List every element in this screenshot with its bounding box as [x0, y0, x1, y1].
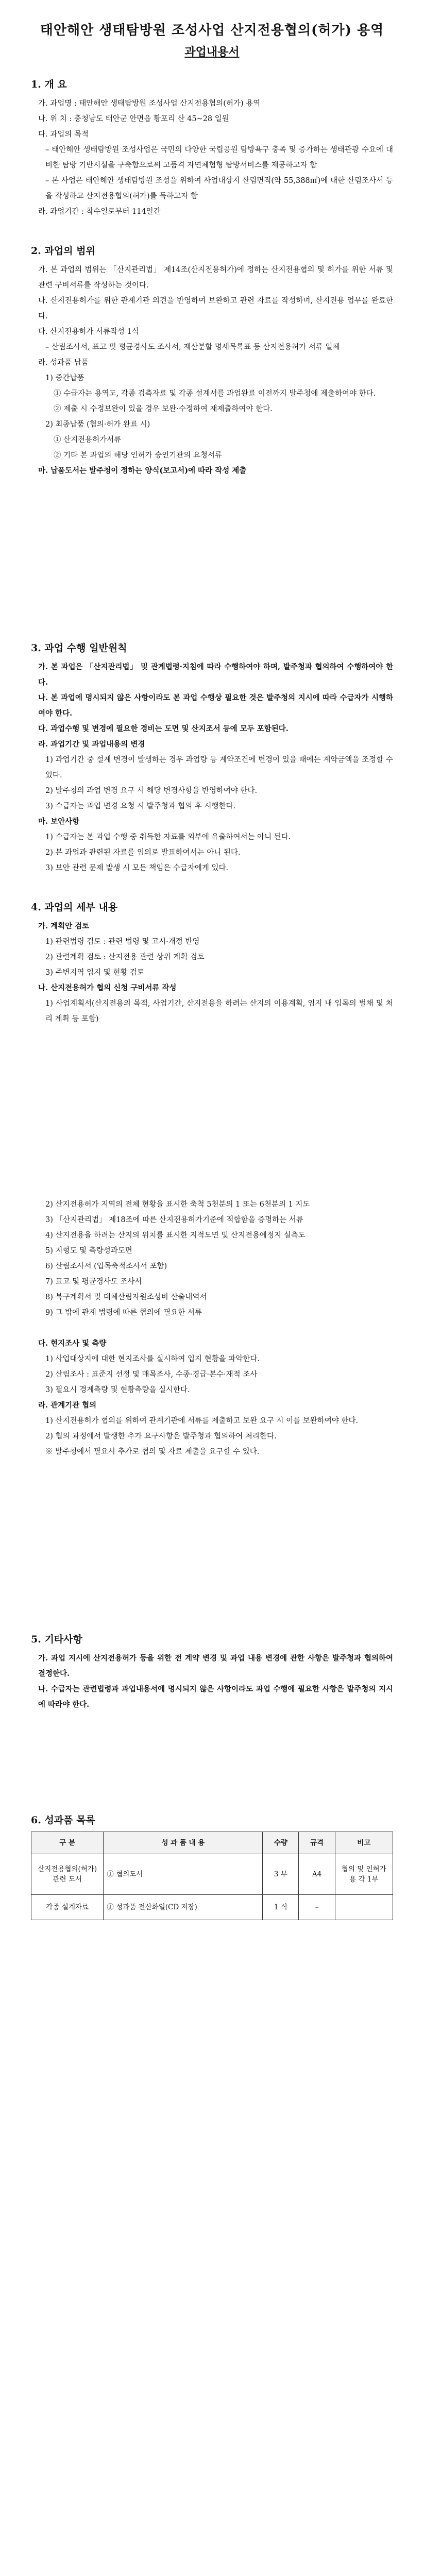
detail-item: ※ 발주청에서 필요시 추가로 협의 및 자료 제출을 요구할 수 있다.	[45, 1448, 260, 1456]
principle-item: 1) 과업기간 중 설계 변경이 발생하는 경우 과업량 등 계약조건에 변경이 있을 때에는 계약금액을 조정할 수 있다.	[45, 756, 393, 779]
detail-item: 3) 필요시 경계측량 및 현황측량을 실시한다.	[45, 1386, 190, 1394]
detail-item: 나. 산지전용허가 협의 신청 구비서류 작성	[38, 984, 177, 992]
section-principles	[31, 640, 393, 876]
table-cell: 협의 및 인허가용 각 1부	[335, 1854, 393, 1895]
section-heading: 5. 기타사항	[31, 1634, 82, 1645]
col-header: 구 분	[31, 1832, 104, 1854]
scope-item: 1) 중간납품	[45, 374, 84, 382]
detail-item: 7) 표고 및 평균경사도 조사서	[45, 1278, 142, 1286]
deliverables-table	[31, 1832, 393, 1920]
detail-item: 5) 지형도 및 측량성과도면	[45, 1247, 132, 1255]
project-purpose-2: – 본 사업은 태안해안 생태탐방원 조성을 위하여 사업대상지 산림면적(약 55,388㎡)에 대한 산림조사서 등을 작성하고 산지전용협의(허가)를 득하고자 함	[45, 177, 393, 200]
spacer	[31, 1460, 393, 1614]
detail-item: 1) 사업대상지에 대한 현지조사를 실시하여 입지 현황을 파악한다.	[45, 1355, 260, 1363]
principle-item: 3) 수급자는 과업 변경 요청 시 발주청과 협의 후 시행한다.	[45, 802, 236, 810]
col-header: 비고	[335, 1832, 393, 1854]
detail-item: 가. 계획안 검토	[38, 922, 90, 930]
section-heading: 1. 개 요	[31, 79, 67, 90]
table-cell: ① 성과품 전산화일(CD 저장)	[104, 1895, 263, 1920]
detail-item: 1) 관련법령 검토 : 관련 법령 및 고시·개정 반영	[45, 938, 200, 946]
scope-item: 다. 산지전용허가 서류작성 1식	[38, 328, 139, 336]
principle-item: 나. 본 과업에 명시되지 않은 사항이라도 본 과업 수행상 필요한 것은 발주청의 지시에 따라 수급자가 시행하여야 한다.	[38, 693, 393, 718]
spacer	[31, 1027, 393, 1197]
table-cell: A4	[299, 1854, 335, 1895]
principle-item: 1) 수급자는 본 과업 수행 중 취득한 자료를 외부에 유출하여서는 아니 된다.	[45, 833, 291, 841]
scope-item: 라. 성과품 납품	[38, 359, 89, 367]
principle-item: 2) 발주청의 과업 변경 요구 시 해당 변경사항을 반영하여야 한다.	[45, 787, 258, 795]
project-purpose-label: 다. 과업의 목적	[38, 130, 89, 139]
document-title: 태안해안 생태탐방원 조성사업 산지전용협의(허가) 용역	[40, 23, 384, 38]
principle-item: 2) 본 과업과 관련된 자료를 임의로 발표하여서는 아니 된다.	[45, 849, 241, 857]
detail-item: 2) 산림조사 : 표준지 선정 및 매목조사, 수종·경급·본수·재적 조사	[45, 1370, 258, 1379]
spacer	[31, 479, 393, 623]
detail-item: 2) 산지전용허가 지역의 전체 현황을 표시한 축척 5천분의 1 또는 6천분의 1 지도	[45, 1200, 310, 1209]
detail-item: 8) 복구계획서 및 대체산림자원조성비 산출내역서	[45, 1293, 207, 1301]
document-subtitle	[31, 43, 393, 59]
scope-item: 나. 산지전용허가를 위한 관계기관 의견을 반영하여 보완하고 관련 자료를 작성하며, 산지전용 업무를 완료한다.	[38, 297, 393, 320]
project-period: 라. 과업기간 : 착수일로부터 114일간	[38, 208, 161, 216]
project-purpose-1: – 태안해안 생태탐방원 조성사업은 국민의 다양한 국립공원 탐방욕구 충족 및 증가하는 생태관광 수요에 대비한 탐방 기반시설을 구축함으로써 고품격 자연체험형 탐방서비스를 제공하고자 함	[45, 146, 393, 170]
scope-item: ① 수급자는 용역도, 각종 검측자료 및 각종 설계서를 과업완료 이전까지 발주청에 제출하여야 한다.	[54, 389, 376, 398]
scope-item: ① 산지전용허가서류	[54, 436, 122, 444]
col-header: 수량	[263, 1832, 299, 1854]
scope-item: 가. 본 과업의 범위는 「산지관리법」 제14조(산지전용허가)에 정하는 산지전용협의 및 허가를 위한 서류 및 관련 구비서류를 작성하는 것이다.	[38, 266, 393, 290]
section-other	[31, 1632, 393, 1713]
table-row	[31, 1854, 393, 1895]
table-header-row	[31, 1832, 393, 1854]
spacer	[31, 1713, 393, 1795]
principle-item: 라. 과업기간 및 과업내용의 변경	[38, 740, 145, 749]
section-deliverables	[31, 1812, 393, 1920]
col-header: 성 과 품 내 용	[104, 1832, 263, 1854]
detail-item: 2) 협의 과정에서 발생한 추가 요구사항은 발주청과 협의하여 처리한다.	[45, 1432, 277, 1440]
detail-item: 라. 관계기관 협의	[38, 1401, 97, 1410]
section-heading: 6. 성과품 목록	[31, 1815, 95, 1826]
principle-item: 마. 보안사항	[38, 817, 80, 826]
other-item: 가. 과업 지시에 산지전용허가 등을 위한 전 계약 변경 및 과업 내용 변경에 관한 사항은 발주청과 협의하여 결정한다.	[38, 1654, 393, 1678]
table-cell: –	[299, 1895, 335, 1920]
scope-item: 마. 납품도서는 발주청이 정하는 양식(보고서)에 따라 작성 제출	[38, 466, 247, 475]
table-cell: 산지전용협의(허가) 관련 도서	[31, 1854, 104, 1895]
detail-item: 4) 산지전용을 하려는 산지의 위치를 표시한 지적도면 및 산지전용예정지 실측도	[45, 1231, 306, 1240]
detail-item: 3) 주변지역 입지 및 현황 검토	[45, 969, 145, 977]
section-heading: 4. 과업의 세부 내용	[31, 902, 118, 913]
principle-item: 가. 본 과업은 「산지관리법」 및 관계법령·지침에 따라 수행하여야 하며, 발주청과 협의하여 수행하여야 한다.	[38, 663, 393, 687]
table-cell: 각종 설계자료	[31, 1895, 104, 1920]
scope-item: ② 제출 시 수정보완이 있을 경우 보완·수정하여 재제출하여야 한다.	[54, 405, 273, 413]
detail-item: 1) 산지전용허가 협의를 위하여 관계기관에 서류를 제출하고 보완 요구 시 이를 보완하여야 한다.	[45, 1417, 359, 1425]
table-row	[31, 1895, 393, 1920]
section-details-continued	[31, 1197, 393, 1460]
scope-item: – 산림조사서, 표고 및 평균경사도 조사서, 재산분할 명세목록표 등 산지전용허가 서류 일체	[45, 343, 340, 351]
project-location: 나. 위 치 : 충청남도 태안군 안면읍 황포리 산 45~28 일원	[38, 115, 229, 123]
table-cell: 3 부	[263, 1854, 299, 1895]
other-item: 나. 수급자는 관련법령과 과업내용서에 명시되지 않은 사항이라도 과업 수행에 필요한 사항은 발주청의 지시에 따라야 한다.	[38, 1685, 393, 1709]
scope-item: 2) 최종납품 (협의·허가 완료 시)	[45, 420, 150, 429]
detail-item: 6) 산림조사서 (입목축적조사서 포함)	[45, 1262, 167, 1270]
section-overview	[31, 77, 393, 219]
project-name: 가. 과업명 : 태안해안 생태탐방원 조성사업 산지전용협의(허가) 용역	[38, 99, 261, 108]
subtitle-text: 과업내용서	[184, 45, 240, 59]
section-heading: 3. 과업 수행 일반원칙	[31, 642, 127, 654]
detail-item: 1) 사업계획서(산지전용의 목적, 사업기간, 산지전용을 하려는 산지의 이용계획, 임지 내 입목의 벌채 및 처리 계획 등 포함)	[45, 999, 393, 1023]
section-details	[31, 900, 393, 1027]
detail-item: 3) 「산지관리법」 제18조에 따른 산지전용허가기준에 적합함을 증명하는 서류	[45, 1216, 303, 1224]
principle-item: 3) 보안 관련 문제 발생 시 모든 책임은 수급자에게 있다.	[45, 864, 229, 872]
principle-item: 다. 과업수행 및 변경에 필요한 경비는 도면 및 산지조서 등에 모두 포함된다.	[38, 724, 289, 733]
section-heading: 2. 과업의 범위	[31, 245, 95, 257]
section-scope	[31, 243, 393, 479]
detail-item: 다. 현지조사 및 측량	[38, 1339, 107, 1348]
detail-item: 2) 관련계획 검토 : 산지전용 관련 상위 계획 검토	[45, 953, 205, 961]
col-header: 규격	[299, 1832, 335, 1854]
scope-item: ② 기타 본 과업의 해당 인허가 승인기관의 요청서류	[54, 451, 222, 460]
table-cell: ① 협의도서	[104, 1854, 263, 1895]
detail-item: 9) 그 밖에 관계 법령에 따른 협의에 필요한 서류	[45, 1309, 202, 1317]
table-cell	[335, 1895, 393, 1920]
table-cell: 1 식	[263, 1895, 299, 1920]
